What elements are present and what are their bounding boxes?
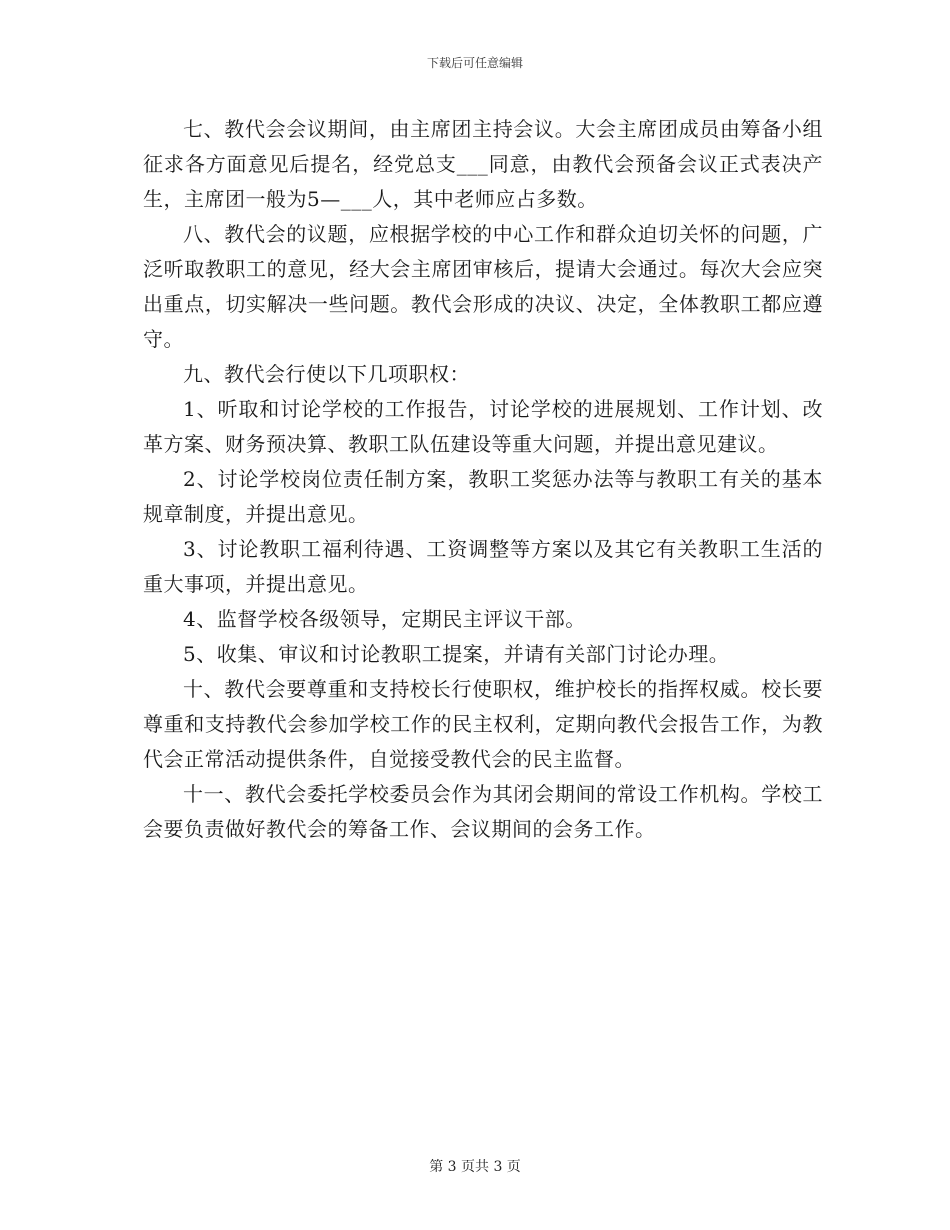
paragraph-9-item-2: 2、讨论学校岗位责任制方案，教职工奖惩办法等与教职工有关的基本规章制度，并提出意见。 <box>143 467 823 526</box>
page-header: 下载后可任意编辑 <box>426 56 523 70</box>
paragraph-11: 十一、教代会委托学校委员会作为其闭会期间的常设工作机构。学校工会要负责做好教代会的筹备工作、会议期间的会务工作。 <box>143 782 823 841</box>
paragraph-9-item-1: 1、听取和讨论学校的工作报告，讨论学校的进展规划、工作计划、改革方案、财务预决算、教职工队伍建设等重大问题，并提出意见建议。 <box>143 397 823 456</box>
paragraph-9-item-5: 5、收集、审议和讨论教职工提案，并请有关部门讨论办理。 <box>183 642 730 666</box>
page-footer: 第 3 页共 3 页 <box>429 1159 521 1175</box>
paragraph-9: 九、教代会行使以下几项职权： <box>183 362 470 386</box>
document-body <box>143 112 823 847</box>
paragraph-7: 七、教代会会议期间，由主席团主持会议。大会主席团成员由筹备小组征求各方面意见后提名，经党总支___同意，由教代会预备会议正式表决产生，主席团一般为5—___人，其中老师应占多数。 <box>143 117 823 211</box>
paragraph-9-item-3: 3、讨论教职工福利待遇、工资调整等方案以及其它有关教职工生活的重大事项，并提出意见。 <box>143 537 823 596</box>
paragraph-10: 十、教代会要尊重和支持校长行使职权，维护校长的指挥权威。校长要尊重和支持教代会参加学校工作的民主权利，定期向教代会报告工作，为教代会正常活动提供条件，自觉接受教代会的民主监督。 <box>143 677 823 771</box>
paragraph-9-item-4: 4、监督学校各级领导，定期民主评议干部。 <box>183 607 586 631</box>
paragraph-8: 八、教代会的议题，应根据学校的中心工作和群众迫切关怀的问题，广泛听取教职工的意见，经大会主席团审核后，提请大会通过。每次大会应突出重点，切实解决一些问题。教代会形成的决议、决定，全体教职工都应遵守。 <box>143 222 823 351</box>
